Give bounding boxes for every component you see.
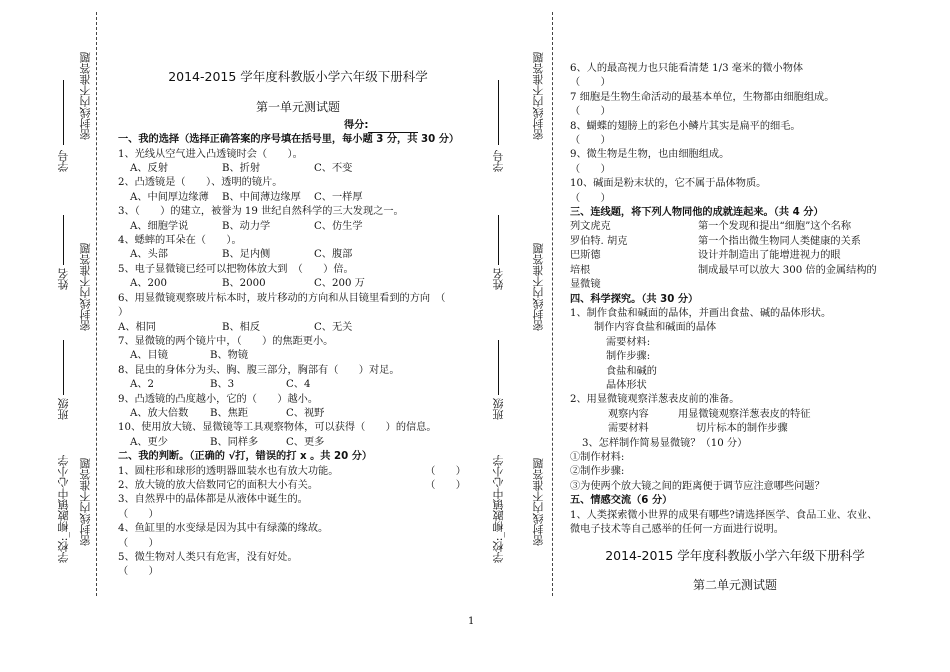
q9-option-a[interactable]: A、放大倍数 [130,407,189,419]
exam-subtitle: 第一单元测试题 [255,100,340,115]
seal-notice-2: 密封线内不准答题 [79,243,92,331]
judgment-3-text: 3、自然界中的晶体都是从液体中诞生的。 [118,494,308,506]
match-row-4-cont: 显微镜 [570,279,601,291]
judgment-4-text: 4、鱼缸里的水变绿是因为其中有绿藻的缘故。 [118,523,329,535]
explore-2: 2、用显微镜观察洋葱表皮前的准备。 [570,394,740,406]
judgment-10-text: 10、碱面是粉末状的，它不属于晶体物质。 [570,178,767,190]
question-2: 2、凸透镜是（ ）、透明的镜片。 [118,177,283,189]
q3-options [118,220,478,234]
explore-1-steps[interactable]: 制作步骤: [606,351,651,363]
student-id-line-2 [498,80,499,145]
name-line-2 [498,215,499,265]
section-5-heading: 五、情感交流（6 分） [570,495,673,507]
class-label: 班级 [57,398,70,420]
explore-1-shape-label-2: 晶体形状 [606,379,647,391]
school-label-2: 学校:_柳跛镇中心小学 [492,455,505,564]
explore-2-steps-label: 切片标本的制作步骤 [696,423,788,435]
score-input[interactable] [368,122,418,133]
question-8: 8、昆虫的身体分为头、胸、腹三部分，胸部有（ ）对足。 [118,364,400,376]
q1-option-b[interactable]: B、折射 [222,163,261,175]
name-line [63,215,64,265]
question-9: 9、凸透镜的凸度越小，它的（ ）越小。 [118,393,319,405]
class-line-2 [498,340,499,395]
judgment-9-text: 9、微生物是生物，也由细胞组成。 [570,149,730,161]
judgment-8-text: 8、蝴蝶的翅膀上的彩色小鳞片其实是扁平的细毛。 [570,120,801,132]
q5-option-a[interactable]: A、200 [130,278,167,290]
question-7: 7、显微镜的两个镜片中，（ ）的焦距更小。 [118,335,334,347]
q1-options [118,162,478,176]
match-person-3[interactable]: 巴斯德 [570,250,601,262]
explore-2-content-value: 用显微镜观察洋葱表皮的特征 [678,408,811,420]
q6-option-b[interactable]: B、相反 [222,321,261,333]
q3-option-c[interactable]: C、仿生学 [314,220,363,232]
seal-notice-6: 密封线内不准答题 [532,458,545,546]
q4-options [118,248,478,262]
question-3: 3、（ ）的建立，被誉为 19 世纪自然科学的三大发现之一。 [118,206,404,218]
q2-options [118,191,478,205]
feelings-q1-line-1: 1、人类探索微小世界的成果有哪些?请选择医学、食品工业、农业、 [570,509,878,521]
judgment-7-text: 7 细胞是生物生命活动的最基本单位，生物都由细胞组成。 [570,91,835,103]
section-3-heading: 三、连线题，将下列人物同他的成就连起来。（共 4 分） [570,207,824,219]
left-column [118,70,478,580]
match-achievement-3[interactable]: 设计并制造出了能增进视力的眼 [698,250,841,262]
match-row-1 [570,220,900,234]
judgment-3-answer[interactable]: （ ） [118,508,159,520]
judgment-4-answer[interactable]: （ ） [118,537,159,549]
match-person-1[interactable]: 列文虎克 [570,221,611,233]
explore-3: 3、怎样制作简易显微镜？（10 分） [582,437,748,449]
judgment-2-answer[interactable]: （ ） [425,479,466,491]
q1-option-c[interactable]: C、不变 [314,163,353,175]
match-achievement-2[interactable]: 第一个指出微生物同人类健康的关系 [698,235,861,247]
q2-option-a[interactable]: A、中间厚边缘薄 [130,191,209,203]
name-label-2: 姓名 [492,268,505,290]
explore-3-question[interactable]: ③为使两个放大镜之间的距离便于调节应注意哪些问题？ [570,480,825,492]
q6-option-a[interactable]: A、相同 [118,321,156,333]
question-6: 6、用显微镜观察玻片标本时，玻片移动的方向和从目镜里看到的方向 （ [118,292,446,304]
explore-2-content-label: 观察内容 [608,408,649,420]
q5-option-b[interactable]: B、2000 [222,278,266,290]
judgment-1 [118,465,478,479]
match-achievement-4[interactable]: 制成最早可以放大 300 倍的金属结构的 [698,264,877,276]
explore-2-materials-label: 需要材料 [608,423,649,435]
class-line [63,340,64,395]
q8-option-c[interactable]: C、4 [286,379,311,391]
seal-line-left [96,12,97,596]
q6-option-c[interactable]: C、无关 [314,321,353,333]
section-2-heading: 二、我的判断。（正确的 √打，错误的打 x 。共 20 分） [118,451,373,463]
q3-option-a[interactable]: A、细胞学说 [130,220,189,232]
score-label: 得分: [344,119,369,131]
q10-option-b[interactable]: B、同样多 [210,436,259,448]
match-person-4[interactable]: 培根 [570,264,591,276]
explore-2-row-2 [570,422,900,436]
right-column [570,62,900,592]
exam-subtitle-2: 第二单元测试题 [692,577,777,592]
judgment-2-text: 2、放大镜的放大倍数同它的面积大小有关。 [118,479,319,491]
judgment-6-answer[interactable]: （ ） [570,77,611,89]
seal-notice-5: 密封线内不准答题 [532,243,545,331]
q3-option-b[interactable]: B、动力学 [222,220,271,232]
q7-option-b[interactable]: B、物镜 [210,350,249,362]
explore-1-materials[interactable]: 需要材料: [606,336,651,348]
explore-1: 1、制作食盐和碱面的晶体，并画出食盐、碱的晶体形状。 [570,307,832,319]
feelings-q1-line-2: 微电子技术等自己感举的任何一方面进行说明。 [570,524,784,535]
judgment-1-text: 1、圆柱形和球形的透明器皿装水也有放大功能。 [118,465,339,477]
section-1-heading: 一、我的选择（选择正确答案的序号填在括号里，每小题 3 分，共 30 分） [118,134,460,146]
q4-option-b[interactable]: B、足内侧 [222,249,271,261]
q2-option-c[interactable]: C、一样厚 [314,191,363,203]
exam-title-2: 2014-2015 学年度科教版小学六年级下册科学 [605,548,865,564]
q10-options [118,436,478,450]
q6-options [118,321,478,335]
judgment-5-text: 5、微生物对人类只有危害，没有好处。 [118,552,298,563]
q5-options [118,277,478,291]
judgment-9-answer[interactable]: （ ） [570,163,611,175]
judgment-5-answer[interactable]: （ ） [118,566,159,578]
explore-3-materials[interactable]: ①制作材料: [570,451,625,463]
q9-option-b[interactable]: B、焦距 [210,407,249,419]
judgment-7-answer[interactable]: （ ） [570,106,611,118]
exam-title: 2014-2015 学年度科教版小学六年级下册科学 [168,69,428,84]
q10-option-a[interactable]: A、更少 [130,436,168,448]
seal-notice-4: 密封线内不准答题 [532,52,545,140]
seal-notice-1: 密封线内不准答题 [79,52,92,140]
q7-options [118,349,478,363]
match-row-2 [570,235,900,249]
q7-option-a[interactable]: A、目镜 [130,350,168,362]
name-label: 姓名 [57,268,70,290]
q1-option-a[interactable]: A、反射 [130,163,168,175]
student-id-label-2: 学号 [492,150,505,172]
class-label-2: 班级 [492,398,505,420]
match-person-2[interactable]: 罗伯特. 胡克 [570,235,628,247]
explore-1-content: 制作内容食盐和碱面的晶体 [594,322,717,334]
match-row-4 [570,264,900,278]
score-row [118,119,478,133]
q9-options [118,407,478,421]
q4-option-a[interactable]: A、头部 [130,249,168,261]
judgment-6-text: 6、人的最高视力也只能看清楚 1/3 毫米的微小物体 [570,63,804,74]
q5-option-c[interactable]: C、200 万 [314,278,365,290]
page-number: 1 [468,616,475,627]
explore-1-shape-label-1: 食盐和碱的 [606,365,657,377]
school-label: 学校:_柳跛镇中心小学 [57,455,70,564]
match-achievement-1[interactable]: 第一个发现和提出“细胞”这个名称 [698,221,852,233]
q10-option-c[interactable]: C、更多 [286,436,325,448]
q8-options [118,378,478,392]
judgment-10-answer[interactable]: （ ） [570,192,611,204]
seal-notice-3: 密封线内不准答题 [79,458,92,546]
q8-option-a[interactable]: A、2 [130,379,155,391]
explore-2-row-1 [570,408,900,422]
q9-option-c[interactable]: C、视野 [286,407,325,419]
question-10: 10、使用放大镜、显微镜等工具观察物体，可以获得（ ）的信息。 [118,422,437,434]
q8-option-b[interactable]: B、3 [210,379,235,391]
match-row-3 [570,249,900,263]
student-id-line [63,80,64,145]
explore-3-steps[interactable]: ②制作步骤: [570,466,625,478]
judgment-8-answer[interactable]: （ ） [570,135,611,147]
q4-option-c[interactable]: C、腹部 [314,249,353,261]
judgment-2 [118,479,478,493]
q2-option-b[interactable]: B、中间薄边缘厚 [222,191,301,203]
question-4: 4、蟋蟀的耳朵在（ ）。 [118,235,242,247]
question-6-end: ） [118,307,129,319]
question-1: 1、光线从空气进入凸透镜时会（ ）。 [118,148,303,160]
seal-line-middle [552,12,553,596]
question-5: 5、电子显微镜已经可以把物体放大到 （ ）倍。 [118,263,354,275]
section-4-heading: 四、科学探究。（共 30 分） [570,293,699,305]
judgment-1-answer[interactable]: （ ） [425,465,466,477]
student-id-label: 学号 [57,150,70,172]
